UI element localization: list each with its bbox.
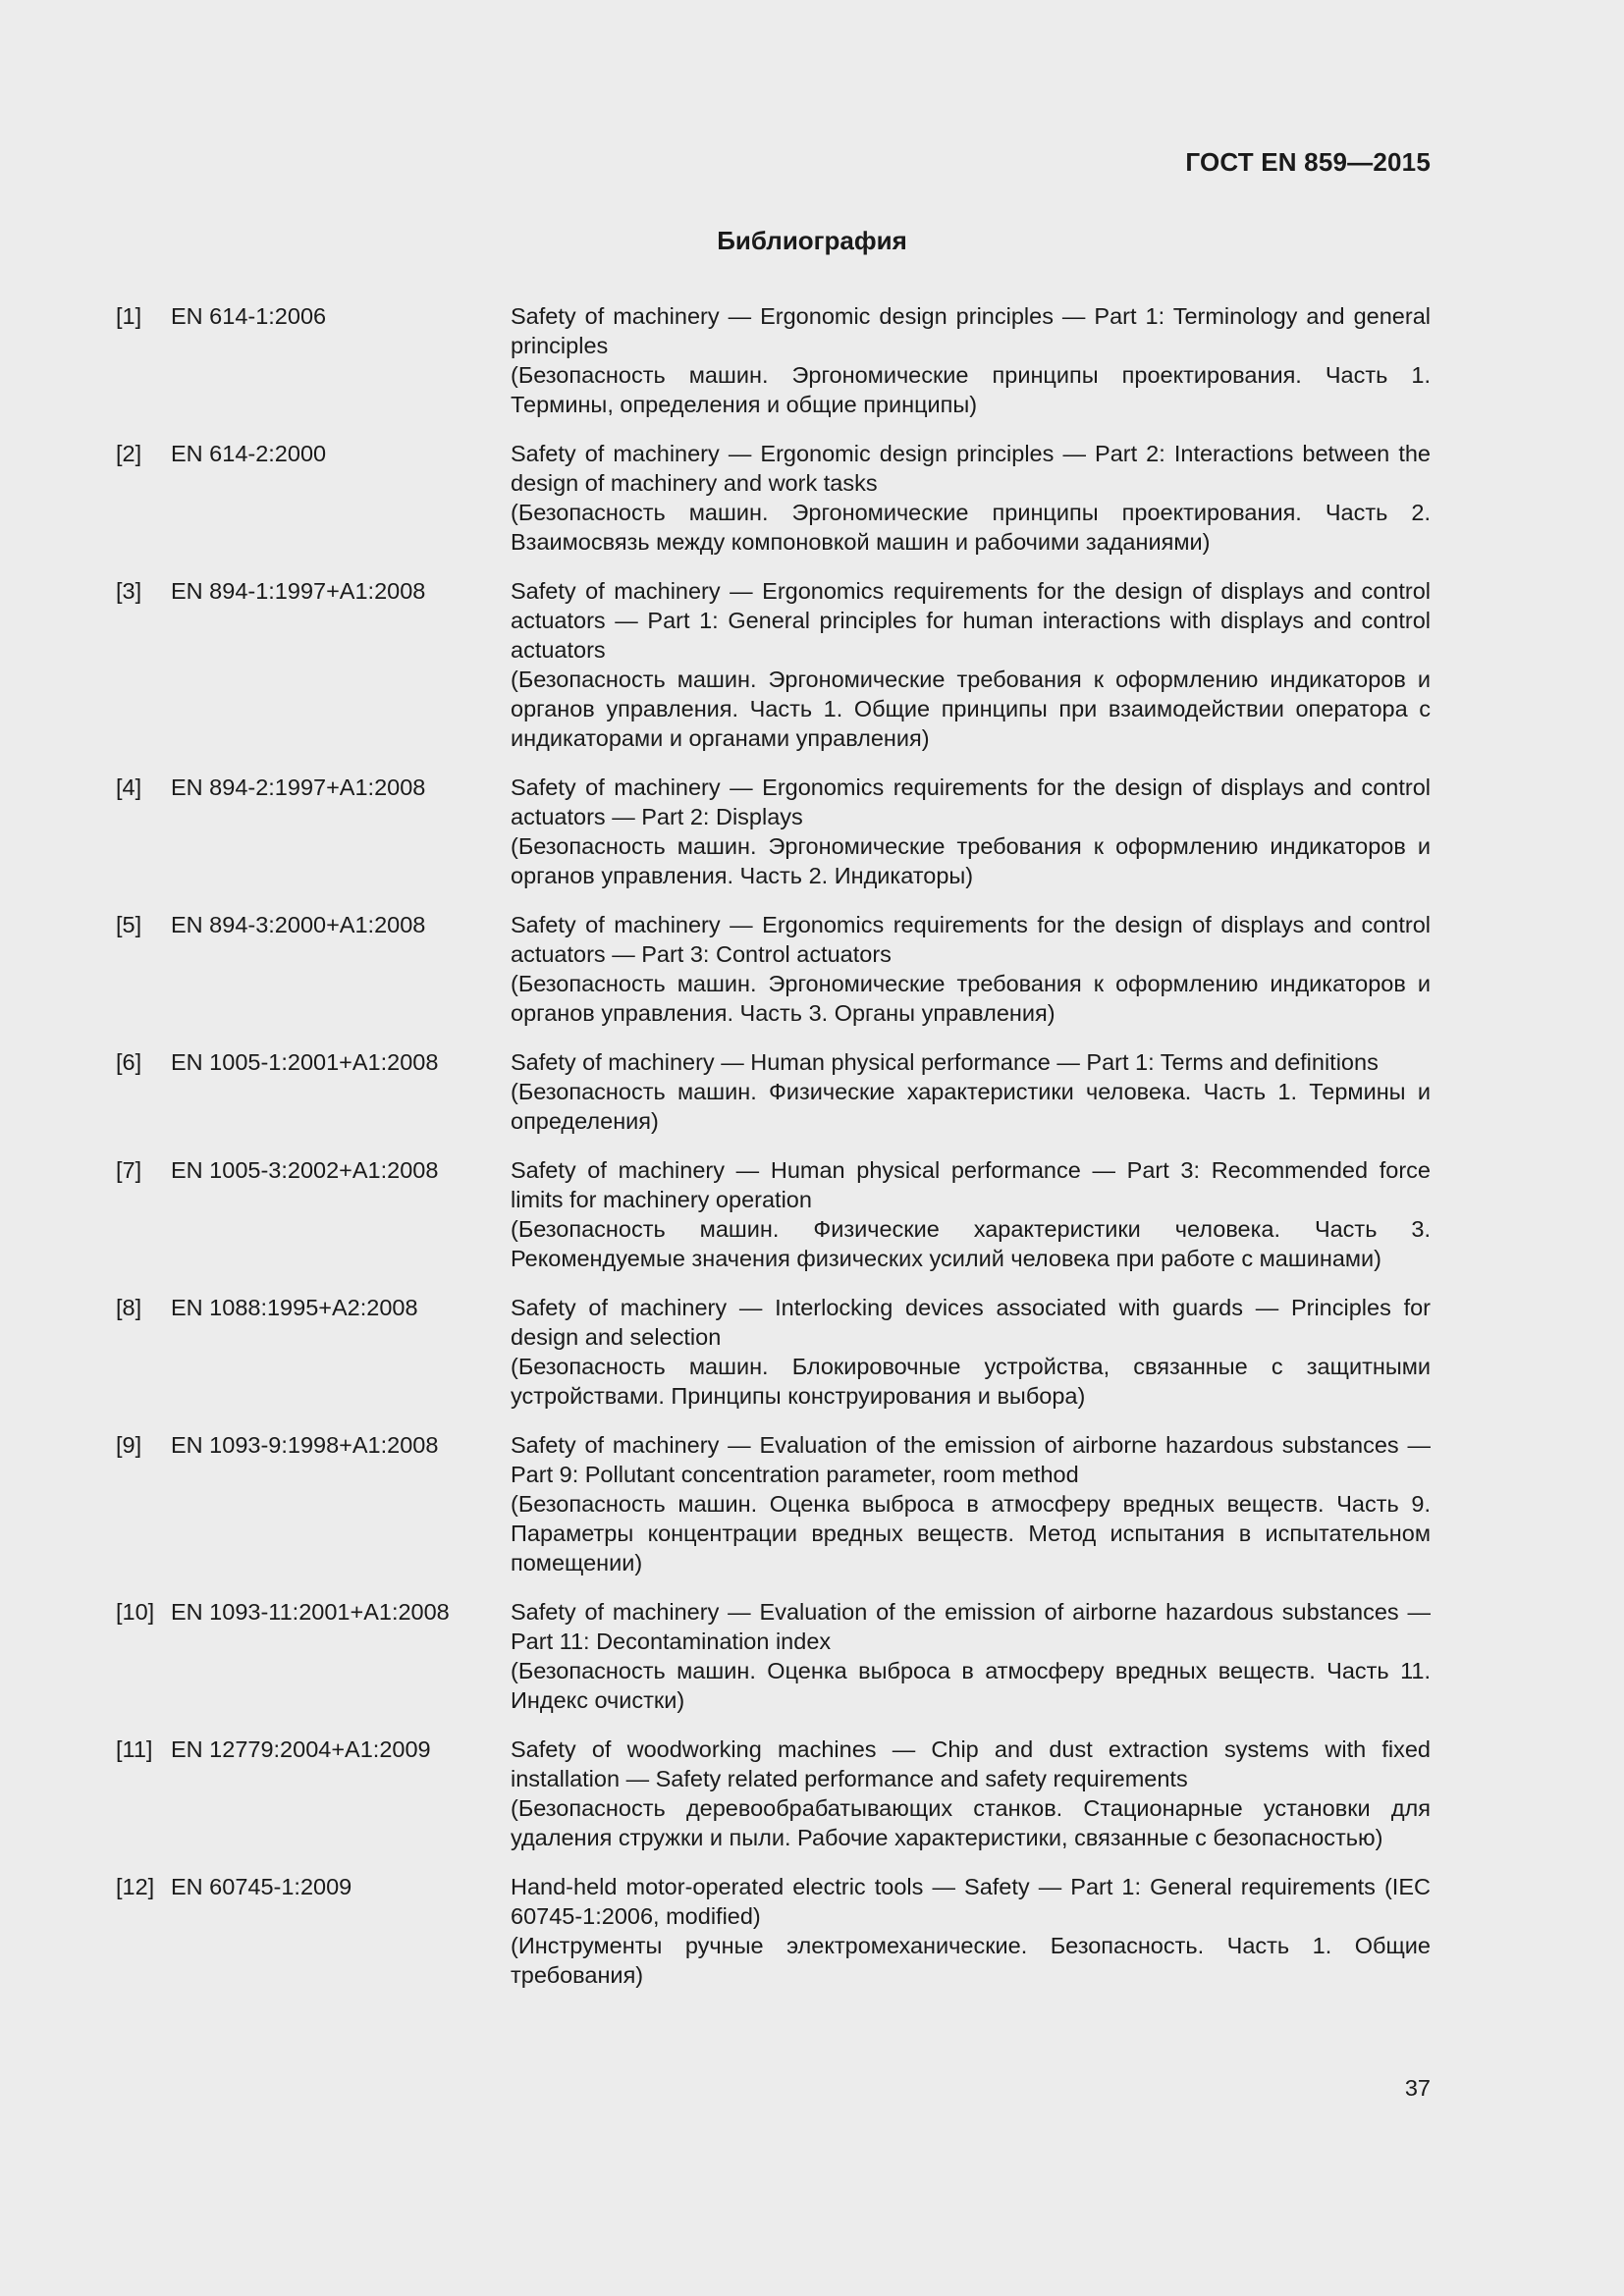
entry-title-en: Safety of woodworking machines — Chip and dust extraction systems with fixed installation — Safety related performance and safety requirements — [511, 1736, 1431, 1791]
entry-title-ru: (Безопасность машин. Эргономические требования к оформлению индикаторов и органов управления. Часть 1. Общие принципы при взаимодействии оператора с индикаторами и органами управления) — [511, 667, 1431, 751]
entry-number: [5] — [116, 912, 142, 937]
entry-standard-code: EN 1088:1995+A2:2008 — [171, 1295, 418, 1320]
entry-title-en: Safety of machinery — Human physical performance — Part 1: Terms and definitions — [511, 1049, 1379, 1075]
entry-title-ru: (Безопасность машин. Эргономические принципы проектирования. Часть 1. Термины, определения и общие принципы) — [511, 362, 1431, 417]
entry-description — [511, 1597, 1431, 1715]
entry-number: [12] — [116, 1874, 155, 1899]
entry-number: [6] — [116, 1049, 142, 1075]
bibliography-entry — [116, 1597, 1431, 1715]
entry-description — [511, 1047, 1431, 1136]
entry-title-en: Safety of machinery — Evaluation of the emission of airborne hazardous substances — Part 11: Decontamination index — [511, 1599, 1431, 1654]
entry-title-ru: (Безопасность деревообрабатывающих станков. Стационарные установки для удаления стружки и пыли. Рабочие характеристики, связанные с безопасностью) — [511, 1795, 1431, 1850]
bibliography-entry — [116, 773, 1431, 890]
entry-title-ru: (Инструменты ручные электромеханические. Безопасность. Часть 1. Общие требования) — [511, 1933, 1431, 1988]
entry-number: [8] — [116, 1295, 142, 1320]
entry-number: [11] — [116, 1736, 153, 1762]
bibliography-entry — [116, 910, 1431, 1028]
entry-standard-code: EN 894-1:1997+A1:2008 — [171, 578, 426, 604]
entry-description — [511, 910, 1431, 1028]
entry-title-ru: (Безопасность машин. Эргономические принципы проектирования. Часть 2. Взаимосвязь между компоновкой машин и рабочими заданиями) — [511, 500, 1431, 555]
entry-number: [7] — [116, 1157, 142, 1183]
entry-title-en: Safety of machinery — Human physical performance — Part 3: Recommended force limits for machinery operation — [511, 1157, 1431, 1212]
entry-standard-code: EN 1005-3:2002+A1:2008 — [171, 1157, 439, 1183]
entry-title-ru: (Безопасность машин. Эргономические требования к оформлению индикаторов и органов управления. Часть 3. Органы управления) — [511, 971, 1431, 1026]
entry-description — [511, 1735, 1431, 1852]
entry-description — [511, 1293, 1431, 1411]
entry-number: [4] — [116, 774, 142, 800]
entry-standard-code: EN 614-1:2006 — [171, 303, 327, 329]
entry-description — [511, 576, 1431, 753]
entry-title-en: Hand-held motor-operated electric tools — Safety — Part 1: General requirements (IEC 60745-1:2006, modified) — [511, 1874, 1431, 1929]
entry-description — [511, 439, 1431, 557]
document-code: ГОСТ EN 859—2015 — [1185, 147, 1431, 177]
page-number: 37 — [1404, 2075, 1431, 2101]
bibliography-entry — [116, 1735, 1431, 1852]
entry-title-en: Safety of machinery — Ergonomics requirements for the design of displays and control actuators — Part 1: General principles for human interactions with displays and control actuators — [511, 578, 1431, 663]
entry-standard-code: EN 894-3:2000+A1:2008 — [171, 912, 426, 937]
bibliography-entry — [116, 1047, 1431, 1136]
bibliography-entry — [116, 1293, 1431, 1411]
entry-title-en: Safety of machinery — Ergonomic design principles — Part 2: Interactions between the design of machinery and work tasks — [511, 441, 1431, 496]
section-title: Библиография — [717, 226, 907, 255]
entry-standard-code: EN 1093-9:1998+A1:2008 — [171, 1432, 439, 1458]
entry-title-en: Safety of machinery — Interlocking devices associated with guards — Principles for design and selection — [511, 1295, 1431, 1350]
entry-title-en: Safety of machinery — Ergonomics requirements for the design of displays and control actuators — Part 2: Displays — [511, 774, 1431, 829]
entry-description — [511, 773, 1431, 890]
entry-title-en: Safety of machinery — Evaluation of the emission of airborne hazardous substances — Part 9: Pollutant concentration parameter, room method — [511, 1432, 1431, 1487]
entry-title-ru: (Безопасность машин. Физические характеристики человека. Часть 3. Рекомендуемые значения физических усилий человека при работе с машинами) — [511, 1216, 1431, 1271]
entry-standard-code: EN 1093-11:2001+A1:2008 — [171, 1599, 450, 1625]
bibliography-list — [116, 301, 1431, 2009]
entry-number: [1] — [116, 303, 142, 329]
bibliography-entry — [116, 576, 1431, 753]
entry-description — [511, 1155, 1431, 1273]
bibliography-entry — [116, 301, 1431, 419]
entry-title-ru: (Безопасность машин. Блокировочные устройства, связанные с защитными устройствами. Принципы конструирования и выбора) — [511, 1354, 1431, 1409]
entry-title-ru: (Безопасность машин. Оценка выброса в атмосферу вредных веществ. Часть 11. Индекс очистки) — [511, 1658, 1431, 1713]
entry-standard-code: EN 12779:2004+A1:2009 — [171, 1736, 431, 1762]
entry-title-en: Safety of machinery — Ergonomic design principles — Part 1: Terminology and general principles — [511, 303, 1431, 358]
entry-description — [511, 1430, 1431, 1577]
entry-number: [10] — [116, 1599, 155, 1625]
entry-standard-code: EN 60745-1:2009 — [171, 1874, 352, 1899]
entry-number: [2] — [116, 441, 142, 466]
entry-title-ru: (Безопасность машин. Эргономические требования к оформлению индикаторов и органов управления. Часть 2. Индикаторы) — [511, 833, 1431, 888]
bibliography-entry — [116, 1155, 1431, 1273]
entry-standard-code: EN 894-2:1997+A1:2008 — [171, 774, 426, 800]
bibliography-entry — [116, 439, 1431, 557]
entry-number: [9] — [116, 1432, 142, 1458]
entry-number: [3] — [116, 578, 142, 604]
entry-standard-code: EN 1005-1:2001+A1:2008 — [171, 1049, 439, 1075]
entry-title-en: Safety of machinery — Ergonomics requirements for the design of displays and control actuators — Part 3: Control actuators — [511, 912, 1431, 967]
bibliography-entry — [116, 1430, 1431, 1577]
entry-description — [511, 301, 1431, 419]
entry-description — [511, 1872, 1431, 1990]
bibliography-entry — [116, 1872, 1431, 1990]
entry-standard-code: EN 614-2:2000 — [171, 441, 327, 466]
entry-title-ru: (Безопасность машин. Физические характеристики человека. Часть 1. Термины и определения) — [511, 1079, 1431, 1134]
entry-title-ru: (Безопасность машин. Оценка выброса в атмосферу вредных веществ. Часть 9. Параметры концентрации вредных веществ. Метод испытания в испытательном помещении) — [511, 1491, 1431, 1575]
